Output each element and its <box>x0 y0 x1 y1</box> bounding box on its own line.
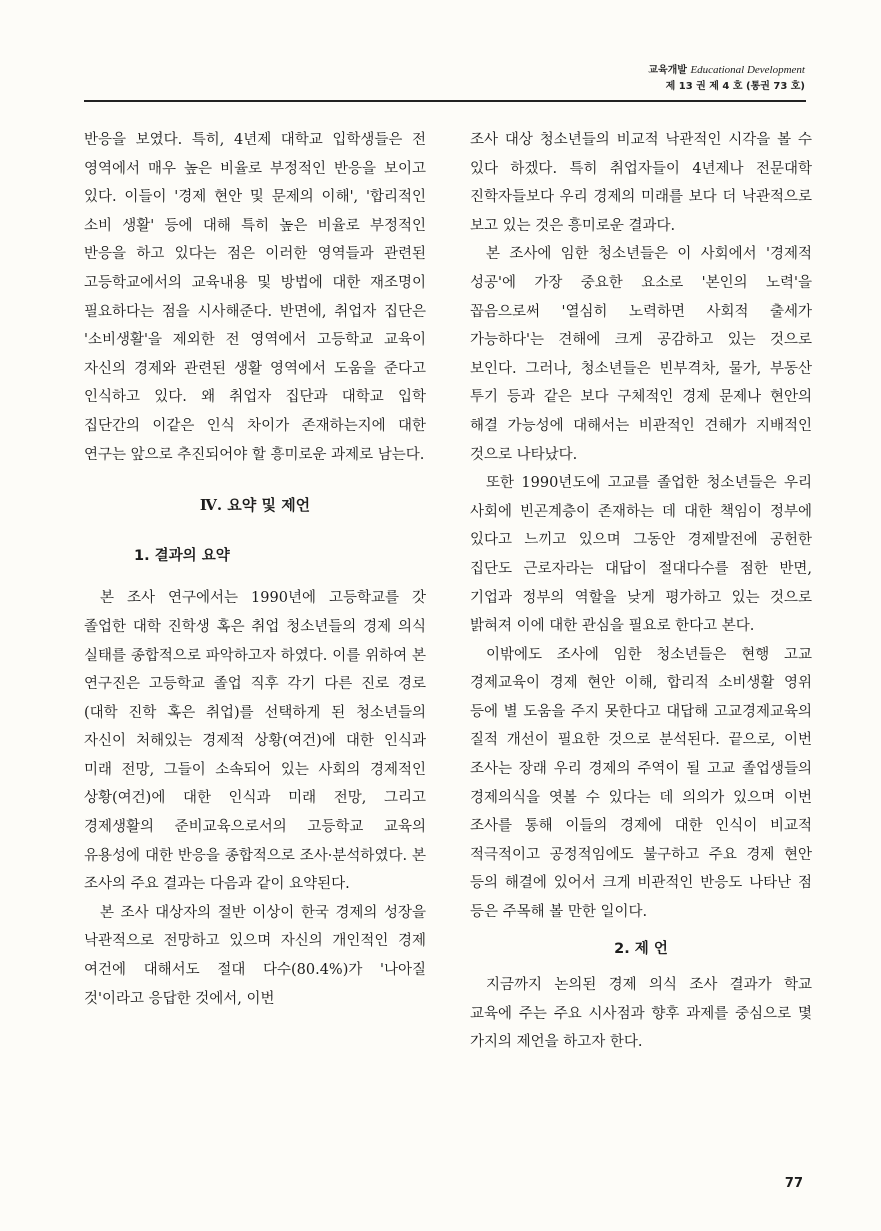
journal-name <box>648 62 805 79</box>
paragraph: 반응을 보였다. 특히, 4년제 대학교 입학생들은 전 영역에서 매우 높은 비율로 부정적인 반응을 보이고 있다. 이들이 '경제 현안 및 문제의 이해', '합리적인 소비 생활' 등에 대해 특히 높은 비율로 부정적인 반응을 하고 있다는 점은 이러한 영역들과 관련된 고등학교에서의 교육내용 및 방법에 대한 재조명이 필요하다는 점을 시사해준다. 반면에, 취업자 집단은 '소비생활'을 제외한 전 영역에서 고등학교 교육이 자신의 경제와 관련된 생활 영역에서 도움을 준다고 인식하고 있다. 왜 취업자 집단과 대학교 입학 집단간의 이같은 인식 차이가 존재하는지에 대한 연구는 앞으로 추진되어야 할 흥미로운 과제로 남는다. <box>84 132 426 463</box>
paragraph: 본 조사에 임한 청소년들은 이 사회에서 '경제적 성공'에 가장 중요한 요소로 '본인의 노력'을 꼽음으로써 '열심히 노력하면 사회적 출세가 가능하다'는 견해에 크게 공감하고 있는 것으로 보인다. 그러나, 청소년들은 빈부격차, 물가, 부동산 투기 등과 같은 보다 구체적인 경제 문제나 현안의 해결 가능성에 대해서는 비관적인 견해가 지배적인 것으로 나타났다. <box>470 246 812 463</box>
journal-name-ko: 교육개발 <box>648 65 687 76</box>
paragraph: 지금까지 논의된 경제 의식 조사 결과가 학교 교육에 주는 주요 시사점과 향후 과제를 중심으로 몇 가지의 제언을 하고자 한다. <box>470 977 812 1051</box>
subsection-title: 1. 결과의 요약 <box>134 547 230 564</box>
page-number: 77 <box>784 1176 803 1191</box>
paragraph: 이밖에도 조사에 임한 청소년들은 현행 고교 경제교육이 경제 현안 이해, 합리적 소비생활 영위 등에 별 도움을 주지 못한다고 대답해 고교경제교육의 질적 개선이 필요한 것으로 분석된다. 끝으로, 이번 조사는 장래 우리 경제의 주역이 될 고교 졸업생들의 경제의식을 엿볼 수 있다는 데 의의가 있으며 이번 조사를 통해 이들의 경제에 대한 인식이 비교적 적극적이고 공정적임에도 불구하고 주요 경제 현안 등의 해결에 있어서 크게 비관적인 반응도 나타난 점 등은 주목해 볼 만한 일이다. <box>470 646 812 921</box>
left-column <box>84 126 426 1013</box>
volume-issue: 제 13 권 제 4 호 (통권 73 호) <box>665 81 805 92</box>
paragraph: 조사 대상 청소년들의 비교적 낙관적인 시각을 볼 수 있다 하겠다. 특히 취업자들이 4년제나 전문대학 진학자들보다 우리 경제의 미래를 보다 더 낙관적으로 보고 있는 것은 흥미로운 결과다. <box>470 132 812 234</box>
journal-name-en: Educational Development <box>690 64 805 76</box>
header-rule <box>84 100 806 102</box>
right-column <box>470 126 812 1057</box>
section-title: Ⅳ. 요약 및 제언 <box>199 496 311 515</box>
paragraph: 본 조사 연구에서는 1990년에 고등학교를 갓 졸업한 대학 진학생 혹은 취업 청소년들의 경제 의식 실태를 종합적으로 파악하고자 하였다. 이를 위하여 본 연구진은 고등학교 졸업 직후 각기 다른 진로 경로(대학 진학 혹은 취업)를 선택하게 된 청소년들의 자신이 처해있는 경제적 상황(여건)에 대한 인식과 미래 전망, 그들이 소속되어 있는 사회의 경제적인 상황(여건)에 대한 인식과 미래 전망, 그리고 경제생활의 준비교육으로서의 고등학교 교육의 유용성에 대한 반응을 종합적으로 조사·분석하였다. 본 조사의 주요 결과는 다음과 같이 요약된다. <box>84 590 426 893</box>
subsection-title: 2. 제 언 <box>614 940 668 957</box>
paragraph: 본 조사 대상자의 절반 이상이 한국 경제의 성장을 낙관적으로 전망하고 있으며 자신의 개인적인 경제 여건에 대해서도 절대 다수(80.4%)가 '나아질 것'이라고 응답한 것에서, 이번 <box>84 904 426 1007</box>
running-header <box>648 62 805 95</box>
paragraph: 또한 1990년도에 고교를 졸업한 청소년들은 우리 사회에 빈곤계층이 존재하는 데 대한 책임이 정부에 있다고 느끼고 있으며 그동안 경제발전에 공헌한 집단도 근로자라는 대답이 절대다수를 점한 반면, 기업과 정부의 역할을 낮게 평가하고 있는 것으로 밝혀져 이에 대한 관심을 필요로 한다고 본다. <box>470 475 812 635</box>
